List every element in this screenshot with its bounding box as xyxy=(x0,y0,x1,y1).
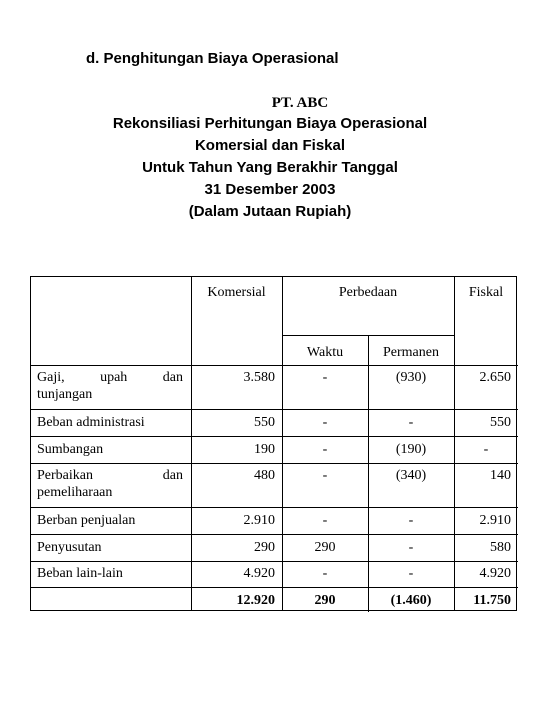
cell-permanen: - xyxy=(408,415,414,430)
cell-fiskal: 580 xyxy=(490,540,511,555)
cell-fiskal: 4.920 xyxy=(479,566,511,581)
row-label: Beban lain-lain xyxy=(37,566,123,581)
cell-komersial: 550 xyxy=(254,415,275,430)
cell-komersial: 4.920 xyxy=(243,566,275,581)
row-divider xyxy=(31,561,518,562)
row-label: Sumbangan xyxy=(37,442,104,457)
cell-komersial: 2.910 xyxy=(243,513,275,528)
row-divider xyxy=(31,463,518,464)
report-title-line-5: (Dalam Jutaan Rupiah) xyxy=(188,203,352,220)
cell-waktu: - xyxy=(322,468,328,483)
header-komersial: Komersial xyxy=(207,285,266,300)
row-label: Beban administrasi xyxy=(37,415,145,430)
cell-waktu: - xyxy=(322,513,328,528)
row-label: Perbaikan dan pemeliharaan xyxy=(37,468,183,500)
row-divider xyxy=(31,534,518,535)
company-name: PT. ABC xyxy=(271,95,329,111)
report-header xyxy=(0,93,540,223)
row-divider xyxy=(31,409,518,410)
cell-komersial: 190 xyxy=(254,442,275,457)
report-title-line-4: 31 Desember 2003 xyxy=(204,181,336,198)
cell-komersial: 480 xyxy=(254,468,275,483)
total-permanen: (1.460) xyxy=(390,593,432,608)
cell-fiskal: 140 xyxy=(490,468,511,483)
cell-waktu: - xyxy=(322,566,328,581)
header-perbedaan: Perbedaan xyxy=(338,285,398,300)
row-divider xyxy=(31,507,518,508)
section-heading: d. Penghitungan Biaya Operasional xyxy=(86,50,339,67)
total-komersial: 12.920 xyxy=(236,593,275,608)
cell-fiskal: 2.650 xyxy=(479,370,511,385)
cell-permanen: (930) xyxy=(395,370,427,385)
cell-permanen: - xyxy=(408,540,414,555)
row-label: Berban penjualan xyxy=(37,513,136,528)
row-label: Penyusutan xyxy=(37,540,102,555)
cell-permanen: (340) xyxy=(395,468,427,483)
cell-fiskal: 2.910 xyxy=(479,513,511,528)
header-permanen: Permanen xyxy=(383,345,439,360)
cell-komersial: 290 xyxy=(254,540,275,555)
cell-fiskal: 550 xyxy=(490,415,511,430)
cell-permanen: - xyxy=(408,513,414,528)
header-fiskal: Fiskal xyxy=(468,285,504,300)
report-title-line-2: Komersial dan Fiskal xyxy=(194,137,346,154)
row-divider xyxy=(31,365,518,366)
total-waktu: 290 xyxy=(314,593,336,608)
cell-waktu: - xyxy=(322,415,328,430)
reconciliation-table xyxy=(30,276,517,611)
cell-permanen: - xyxy=(408,566,414,581)
cell-komersial: 3.580 xyxy=(243,370,275,385)
row-label: Gaji, upah dan tunjangan xyxy=(37,370,183,402)
cell-fiskal: - xyxy=(483,442,489,457)
cell-permanen: (190) xyxy=(395,442,427,457)
cell-waktu: - xyxy=(322,370,328,385)
total-fiskal: 11.750 xyxy=(473,593,511,608)
cell-waktu: - xyxy=(322,442,328,457)
report-title-line-3: Untuk Tahun Yang Berakhir Tanggal xyxy=(142,159,398,176)
report-title-line-1: Rekonsiliasi Perhitungan Biaya Operasional xyxy=(112,115,428,132)
cell-waktu: 290 xyxy=(314,540,336,555)
header-waktu: Waktu xyxy=(306,345,344,360)
row-divider xyxy=(31,587,518,588)
row-divider xyxy=(282,335,454,336)
row-divider xyxy=(31,436,518,437)
